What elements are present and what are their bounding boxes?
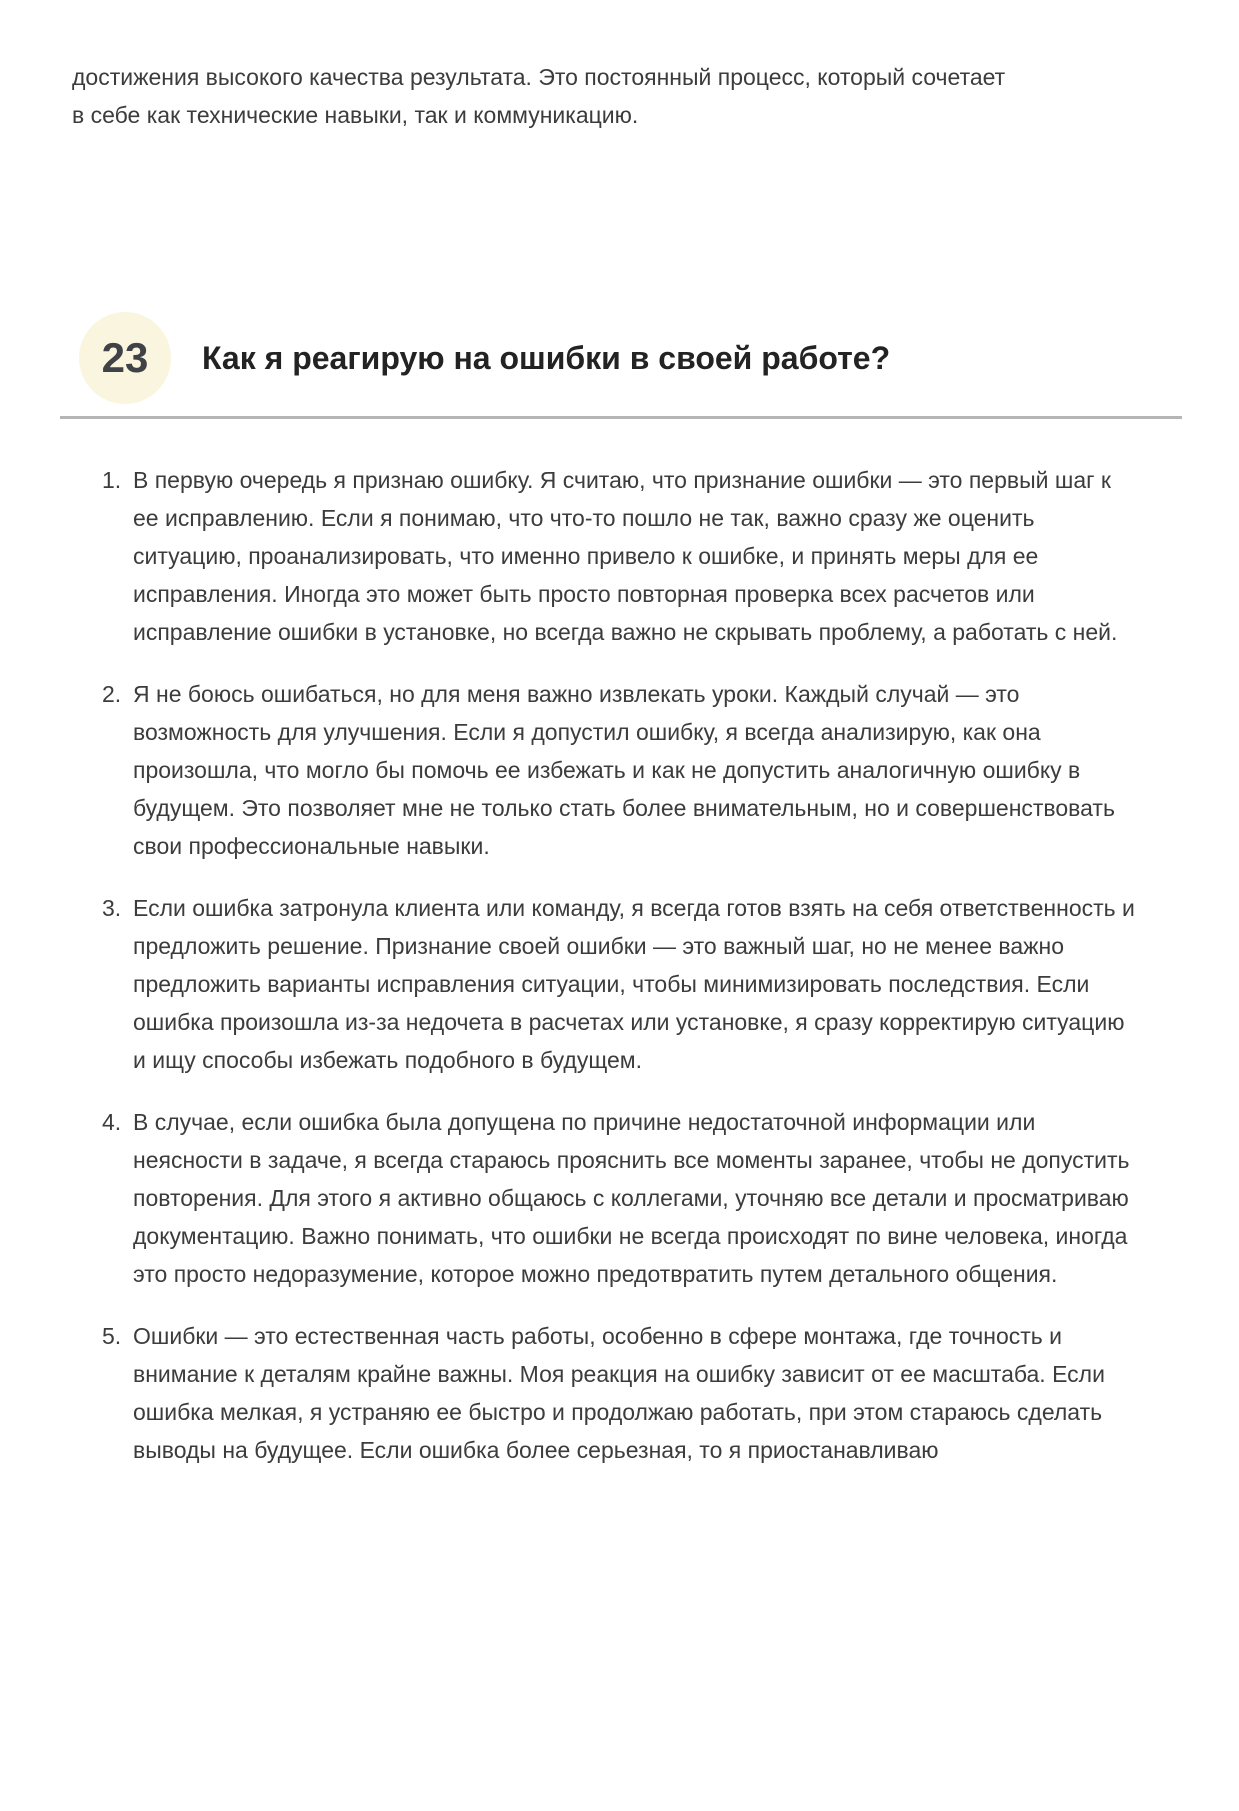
answer-text: Ошибки — это естественная часть работы, особенно в сфере монтажа, где точность и внимание к деталям крайне важны. Моя реакция на ошибку зависит от ее масштаба. Если ошибка мелкая, я устраняю ее быстро и продолжаю работать, при этом стараюсь сделать выводы на будущее. Если ошибка более серьезная, то я приостанавливаю [133,1323,1105,1463]
answer-number: 3. [102,895,122,921]
section-divider [60,416,1182,419]
answer-item [102,1103,1138,1293]
answer-item [102,461,1138,651]
section-header [79,312,1239,404]
question-number-badge [79,312,171,404]
intro-paragraph: достижения высокого качества результата. Это постоянный процесс, который сочетает в себе как технические навыки, так и коммуникацию. [72,64,1006,128]
answer-item [102,1317,1138,1469]
document-page [0,58,1239,1811]
answer-number: 1. [102,467,122,493]
answer-number: 2. [102,681,122,707]
answer-text: Если ошибка затронула клиента или команду, я всегда готов взять на себя ответственность и предложить решение. Признание своей ошибки — это важный шаг, но не менее важно предложить варианты исправления ситуации, чтобы минимизировать последствия. Если ошибка произошла из-за недочета в расчетах или установке, я сразу корректирую ситуацию и ищу способы избежать подобного в будущем. [133,895,1135,1073]
question-number: 23 [101,334,149,381]
answer-number: 5. [102,1323,122,1349]
answer-text: Я не боюсь ошибаться, но для меня важно извлекать уроки. Каждый случай — это возможность для улучшения. Если я допустил ошибку, я всегда анализирую, как она произошла, что могло бы помочь ее избежать и как не допустить аналогичную ошибку в будущем. Это позволяет мне не только стать более внимательным, но и совершенствовать свои профессиональные навыки. [133,681,1115,859]
answer-item [102,675,1138,865]
answer-list [0,461,1239,1469]
answer-text: В первую очередь я признаю ошибку. Я считаю, что признание ошибки — это первый шаг к ее исправлению. Если я понимаю, что что-то пошло не так, важно сразу же оценить ситуацию, проанализировать, что именно привело к ошибке, и принять меры для ее исправления. Иногда это может быть просто повторная проверка всех расчетов или исправление ошибки в установке, но всегда важно не скрывать проблему, а работать с ней. [133,467,1118,645]
answer-number: 4. [102,1109,122,1135]
answer-text: В случае, если ошибка была допущена по причине недостаточной информации или неясности в задаче, я всегда стараюсь прояснить все моменты заранее, чтобы не допустить повторения. Для этого я активно общаюсь с коллегами, уточняю все детали и просматриваю документацию. Важно понимать, что ошибки не всегда происходят по вине человека, иногда это просто недоразумение, которое можно предотвратить путем детального общения. [133,1109,1130,1287]
question-title: Как я реагирую на ошибки в своей работе? [202,340,891,376]
answer-item [102,889,1138,1079]
